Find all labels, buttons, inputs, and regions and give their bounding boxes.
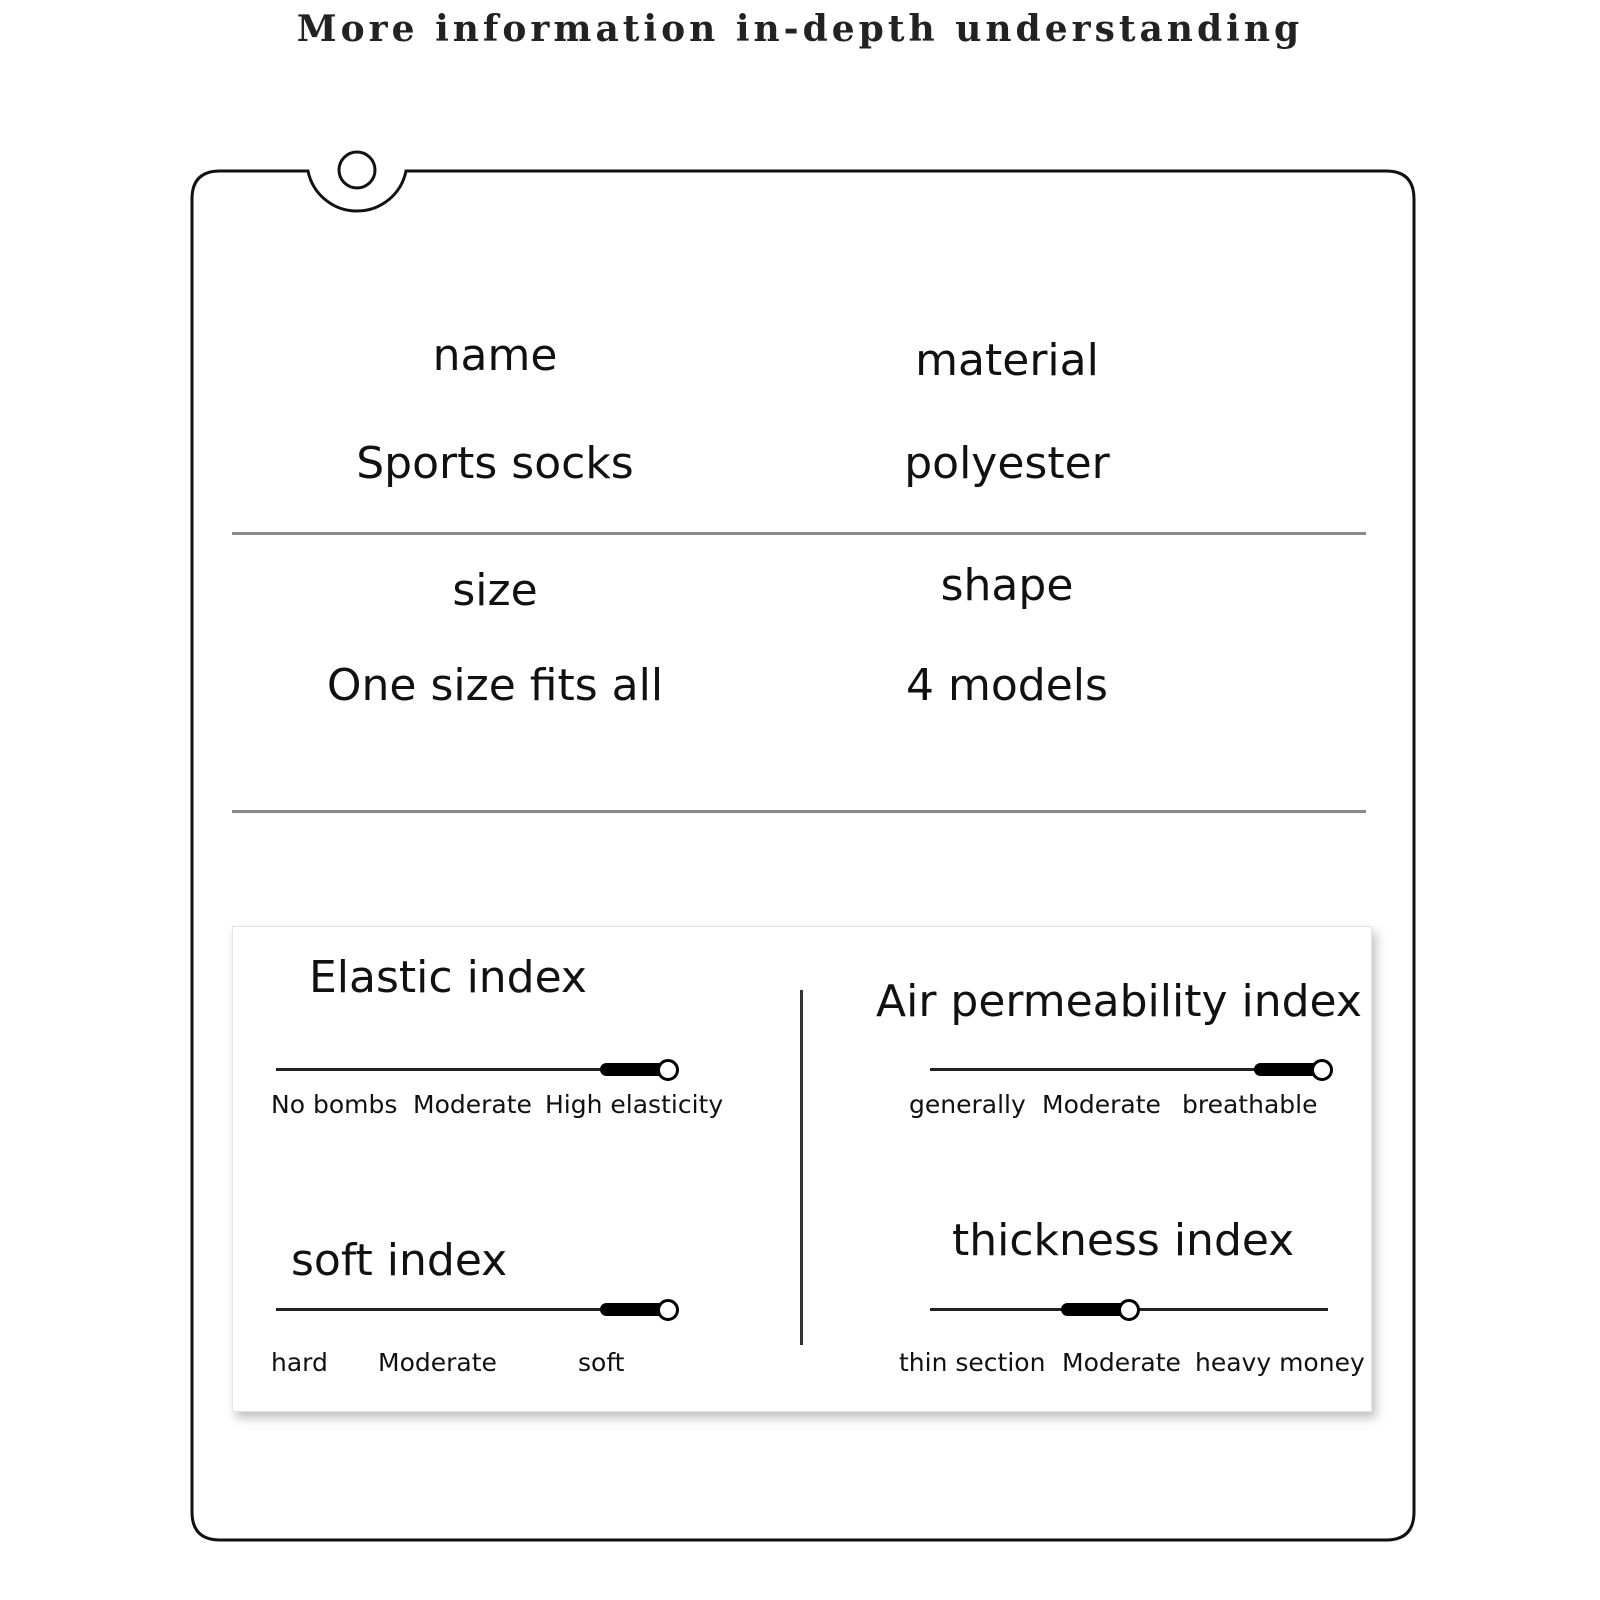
soft-index-title: soft index	[291, 1235, 508, 1286]
elastic-index-label-low: No bombs	[271, 1090, 398, 1119]
divider-bottom	[232, 810, 1366, 813]
soft-index-knob	[657, 1299, 679, 1321]
air-index-label-mid: Moderate	[1042, 1090, 1161, 1119]
thickness-index-label-mid: Moderate	[1062, 1348, 1181, 1377]
elastic-index-label-mid: Moderate	[413, 1090, 532, 1119]
elastic-index-label-high: High elasticity	[545, 1090, 724, 1119]
thickness-index-knob	[1118, 1299, 1140, 1321]
thickness-index-label-low: thin section	[899, 1348, 1046, 1377]
spec-size-label: size	[452, 565, 538, 616]
air-index-label-high: breathable	[1182, 1090, 1318, 1119]
spec-name-value: Sports socks	[356, 438, 634, 489]
spec-size-value: One size fits all	[326, 660, 664, 711]
page-title: More information in-depth understanding	[296, 8, 1304, 50]
elastic-index-title: Elastic index	[309, 952, 587, 1003]
spec-shape-label: shape	[940, 560, 1074, 611]
spec-shape-value: 4 models	[906, 660, 1108, 711]
index-panel-separator	[800, 990, 803, 1345]
soft-index-label-low: hard	[271, 1348, 328, 1377]
thickness-index-label-high: heavy money	[1195, 1348, 1365, 1377]
hang-hole-icon	[339, 152, 375, 188]
elastic-index-knob	[657, 1059, 679, 1081]
soft-index-label-high: soft	[578, 1348, 625, 1377]
divider-top	[232, 532, 1366, 535]
air-index-title: Air permeability index	[876, 976, 1362, 1027]
thickness-index-title: thickness index	[952, 1215, 1295, 1266]
spec-material-value: polyester	[904, 438, 1110, 489]
spec-name-label: name	[432, 330, 558, 381]
air-index-label-low: generally	[909, 1090, 1026, 1119]
spec-material-label: material	[915, 335, 1099, 386]
air-index-knob	[1311, 1059, 1333, 1081]
soft-index-label-mid: Moderate	[378, 1348, 497, 1377]
